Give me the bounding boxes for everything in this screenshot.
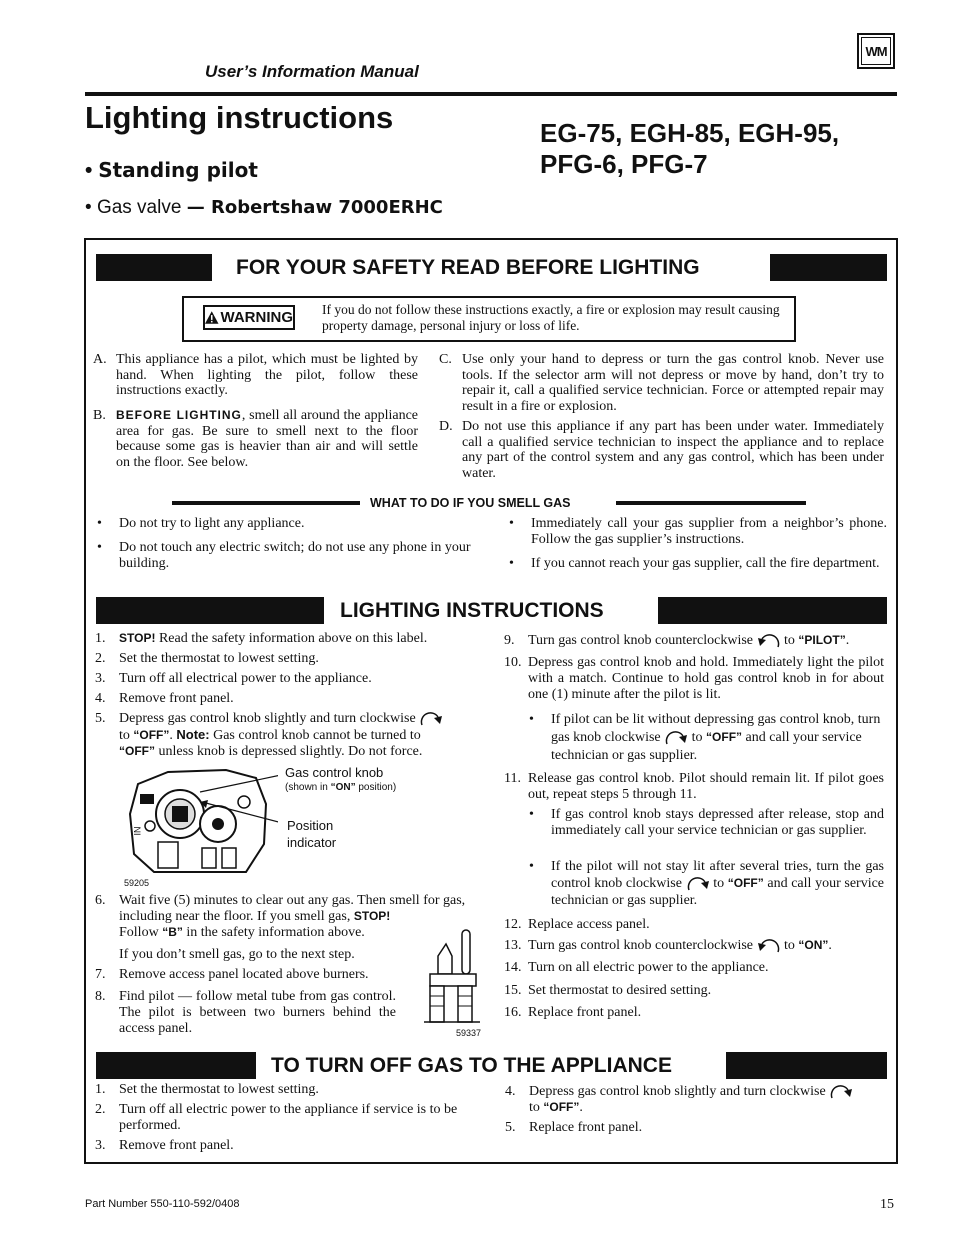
safety-item-c: C. Use only your hand to depress or turn the gas control knob. Never use tools. If the selector arm will not depress or move by hand, don’t try to repair it, call a qualified service technician. Force or attempted repair may result in a fire or explosion. (439, 352, 884, 414)
fig-label-knob: Gas control knob (285, 765, 384, 780)
bullet-standing-pilot: • Standing pilot (85, 158, 258, 182)
turnoff-step-4: 4. Depress gas control knob slightly and turn clockwise to “OFF”. (529, 1084, 887, 1116)
step-11-note: • If gas control knob stays depressed after release, stop and immediately call your service technician or gas supplier. (529, 807, 884, 838)
manual-title: User’s Information Manual (205, 62, 419, 81)
step-12: 12. Replace access panel. (504, 917, 650, 932)
heading-bar-right (658, 597, 887, 624)
step-16: 16. Replace front panel. (504, 1005, 642, 1020)
counterclockwise-arrow-icon (757, 938, 781, 954)
step-7: 7. Remove access panel located above burners. (95, 967, 369, 982)
safety-heading: FOR YOUR SAFETY READ BEFORE LIGHTING (236, 256, 700, 279)
warning-badge: WARNING (203, 305, 295, 330)
bullet-gas-valve: • Gas valve — Robertshaw 7000ERHC (85, 197, 443, 218)
step-11: 11. Release gas control knob. Pilot should remain lit. If pilot goes out, repeat steps 5 through 11. (504, 771, 884, 802)
page-number: 15 (880, 1197, 894, 1212)
safety-item-b: B. BEFORE LIGHTING, smell all around the appliance area for gas. Be sure to smell next to the floor because some gas is heavier than air and will settle on the floor. See below. (93, 408, 418, 470)
smell-item: • Do not try to light any appliance. (97, 516, 305, 531)
step-10: 10. Depress gas control knob and hold. Immediately light the pilot with a match. Continue to hold gas control knob in for about one (1) minute after the pilot is lit. (504, 655, 884, 702)
step-8: 8. Find pilot — follow metal tube from gas control. The pilot is between two burners behind the access panel. (95, 989, 396, 1036)
turnoff-step-1: 1. Set the thermostat to lowest setting. (95, 1082, 319, 1097)
heading-bar-left (96, 1052, 256, 1079)
smell-rule-right (616, 501, 806, 505)
step-15: 15. Set thermostat to desired setting. (504, 983, 712, 998)
step-5: 5. Depress gas control knob slightly and turn clockwise to “OFF”. Note: Gas control knob cannot be turned to “OFF” unless knob is depressed slightly. Do not force. (119, 711, 477, 760)
warning-triangle-icon (205, 311, 219, 324)
fig-label-indicator: Position indicator (287, 818, 337, 850)
gas-valve-illustration (118, 764, 278, 876)
turnoff-heading: TO TURN OFF GAS TO THE APPLIANCE (271, 1054, 672, 1077)
step-13: 13. Turn gas control knob counterclockwise to “ON”. (504, 938, 832, 954)
warning-text: If you do not follow these instructions exactly, a fire or explosion may result causing property damage, personal injury or loss of life. (322, 302, 780, 333)
step-6: 6. Wait five (5) minutes to clear out any gas. Then smell for gas, including near the floor. If you smell gas, STOP! Follow “B” in the safety information above. (95, 893, 466, 940)
header-rule (85, 92, 897, 96)
part-number: Part Number 550-110-592/0408 (85, 1198, 240, 1210)
step-9: 9. Turn gas control knob counterclockwise to “PILOT”. (504, 633, 850, 649)
counterclockwise-arrow-icon (757, 633, 781, 649)
smell-item: • If you cannot reach your gas supplier, call the fire department. (509, 556, 880, 571)
clockwise-arrow-icon (419, 711, 443, 727)
page-title: Lighting instructions (85, 100, 394, 135)
smell-item: • Do not touch any electric switch; do not use any phone in your building. (97, 540, 471, 571)
safety-item-d: D. Do not use this appliance if any part has been under water. Immediately call a qualified service technician to inspect the appliance and to replace any part of the control system and any gas control, which has been under water. (439, 419, 884, 481)
step-14: 14. Turn on all electric power to the appliance. (504, 960, 769, 975)
turnoff-step-5: 5. Replace front panel. (505, 1120, 643, 1135)
heading-bar-right (726, 1052, 887, 1079)
step-1: 1. STOP! Read the safety information above on this label. (95, 631, 428, 646)
heading-bar-left (96, 254, 212, 281)
step-10-note: • If pilot can be lit without depressing gas control knob, turn gas knob clockwise to “OFF” and call your service technician or gas supplier. (529, 712, 881, 763)
safety-item-a: A. This appliance has a pilot, which must be lighted by hand. When lighting the pilot, follow these instructions exactly. (93, 352, 418, 399)
clockwise-arrow-icon (664, 730, 688, 746)
clockwise-arrow-icon (686, 876, 710, 892)
clockwise-arrow-icon (829, 1084, 853, 1100)
step-4: 4. Remove front panel. (95, 691, 234, 706)
step-3: 3. Turn off all electrical power to the appliance. (95, 671, 372, 686)
smell-gas-heading: WHAT TO DO IF YOU SMELL GAS (370, 496, 571, 510)
pilot-illustration (418, 926, 486, 1026)
fig-caption-position: (shown in “ON” position) (285, 782, 397, 793)
smell-item: • Immediately call your gas supplier from a neighbor’s phone. Follow the gas supplier’s instructions. (509, 516, 887, 547)
step-2: 2. Set the thermostat to lowest setting. (95, 651, 319, 666)
step-6-note: If you don’t smell gas, go to the next step. (119, 947, 355, 962)
heading-bar-right (770, 254, 887, 281)
figure-number: 59205 (124, 878, 150, 888)
model-list: EG-75, EGH-85, EGH-95, PFG-6, PFG-7 (540, 118, 840, 179)
valve-marking: IN (132, 826, 143, 836)
brand-logo: WM (857, 33, 895, 69)
step-11-note: • If the pilot will not stay lit after several tries, turn the gas control knob clockwise to “OFF” and call your service technician or gas supplier. (529, 859, 885, 908)
turnoff-step-3: 3. Remove front panel. (95, 1138, 234, 1153)
figure-number: 59337 (456, 1028, 482, 1038)
lighting-heading: LIGHTING INSTRUCTIONS (340, 599, 604, 622)
heading-bar-left (96, 597, 324, 624)
smell-rule-left (172, 501, 360, 505)
turnoff-step-2: 2. Turn off all electric power to the appliance if service is to be performed. (95, 1102, 458, 1133)
